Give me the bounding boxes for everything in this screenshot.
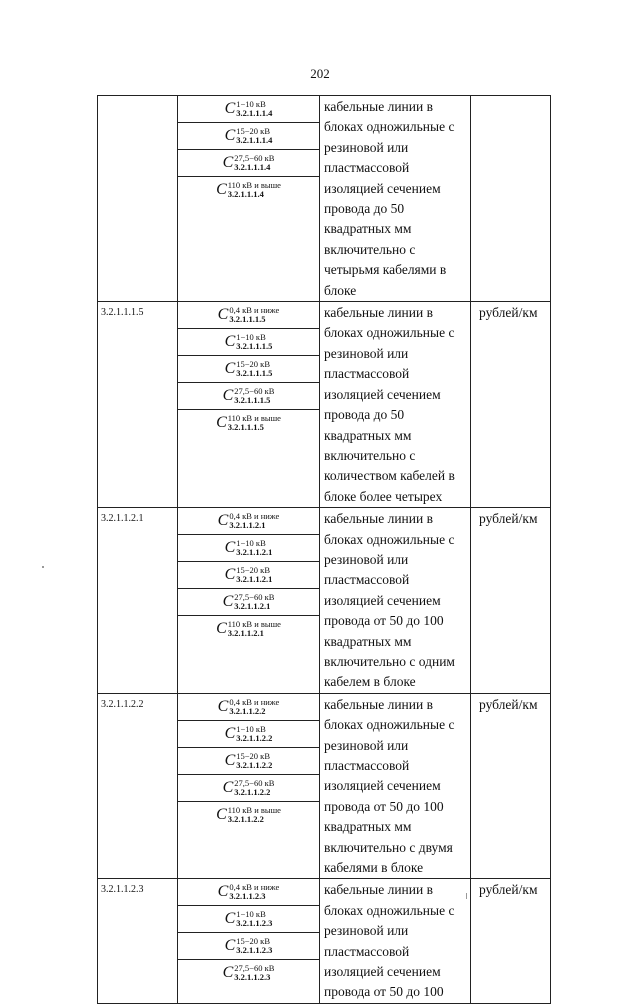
symbol-letter: C [224,566,236,584]
description-line: блоке [324,282,357,298]
symbol-index: 3.2.1.1.2.1 [236,574,273,585]
description-line: квадратных мм [324,221,412,237]
rate-symbol [178,775,319,802]
description-line: кабельные линии в [324,882,433,898]
description-line: блоках одножильные с [324,531,455,547]
table-row [98,96,551,302]
description-line: кабелем в блоке [324,674,416,690]
scan-mark [466,893,467,899]
symbol-letter: C [216,620,227,638]
rate-symbol [178,721,319,748]
symbol-index: 3.2.1.1.2.2 [227,813,264,824]
description-line: четырьмя кабелями в [324,262,447,278]
symbol-letter: C [216,181,227,198]
voltage-class: 27,5−60 кВ [234,153,275,163]
symbol-letter: C [224,910,236,928]
rate-symbol [178,879,319,906]
scan-mark [42,566,44,568]
description-line: изоляцией сечением [324,592,441,608]
description-line: кабельные линии в [324,511,433,527]
rate-symbol [178,508,319,535]
rate-symbol [178,383,319,410]
voltage-class: 15−20 кВ [236,936,270,947]
row-symbols [178,96,320,302]
description-line: пластмассовой [324,758,410,773]
row-description [320,879,471,1003]
rate-symbol [178,748,319,775]
symbol-letter: C [222,964,234,982]
row-unit: рублей/км [471,508,551,694]
table-row [98,693,551,879]
voltage-class: 0,4 кВ и ниже [229,696,280,707]
description-line: блоках одножильные с [324,902,455,918]
description-line: резиновой или [324,551,409,567]
description-line: пластмассовой [324,160,410,176]
rate-symbol [178,906,319,933]
voltage-class: 15−20 кВ [236,750,270,761]
rate-symbol [178,589,319,616]
symbol-index: 3.2.1.1.2.1 [229,520,266,531]
row-unit: рублей/км [471,302,551,508]
voltage-class: 27,5−60 кВ [234,592,275,603]
voltage-class: 1−10 кВ [236,99,266,109]
description-line: пластмассовой [324,366,410,382]
description-line: пластмассовой [324,572,410,588]
symbol-index: 3.2.1.1.2.3 [236,918,273,929]
voltage-class: 1−10 кВ [236,538,266,549]
description-line: кабельные линии в [324,99,433,114]
symbol-letter: C [222,778,234,796]
symbol-letter: C [224,724,236,742]
symbol-index: 3.2.1.1.1.5 [234,395,271,406]
rate-symbol [178,616,319,642]
rate-symbol [178,329,319,356]
voltage-class: 1−10 кВ [236,332,266,343]
voltage-class: 0,4 кВ и ниже [229,882,280,893]
row-description [320,508,471,694]
description-line: кабелями в блоке [324,860,424,876]
description-line: провода до 50 [324,407,405,423]
description-line: кабельные линии в [324,696,433,712]
description-line: пластмассовой [324,943,410,959]
row-code [98,96,178,302]
description-line: включительно с двумя [324,839,453,855]
symbol-letter: C [224,539,236,557]
symbol-letter: C [216,805,227,823]
description-line: провода от 50 до 100 [324,984,444,1000]
symbol-index: 3.2.1.1.2.3 [236,945,273,956]
rate-symbol [178,960,319,986]
description-line: квадратных мм [324,633,412,649]
voltage-class: 27,5−60 кВ [234,777,275,788]
row-unit [471,96,551,302]
voltage-class: 27,5−60 кВ [234,963,275,974]
description-line: включительно с [324,241,416,257]
tariff-table [97,95,551,1004]
row-symbols [178,302,320,508]
symbol-index: 3.2.1.1.2.3 [234,972,271,983]
symbol-letter: C [224,937,236,955]
rate-symbol [178,177,319,203]
row-description [320,96,471,302]
table-row [98,302,551,508]
description-line: провода до 50 [324,201,405,217]
description-line: изоляцией сечением [324,386,441,402]
row-code: 3.2.1.1.2.1 [98,508,178,694]
rate-symbol [178,356,319,383]
voltage-class: 15−20 кВ [236,126,270,136]
symbol-index: 3.2.1.1.1.4 [236,108,273,118]
rate-symbol [178,410,319,436]
symbol-letter: C [217,883,229,901]
symbol-letter: C [222,387,234,405]
description-line: резиновой или [324,737,409,753]
description-line: резиновой или [324,923,409,939]
page-number: 202 [310,66,330,81]
description-line: количеством кабелей в [324,468,455,484]
symbol-index: 3.2.1.1.2.1 [227,628,264,639]
rate-symbol [178,302,319,329]
symbol-index: 3.2.1.1.2.2 [236,759,273,770]
symbol-index: 3.2.1.1.1.4 [234,162,271,172]
symbol-letter: C [222,154,234,171]
symbol-index: 3.2.1.1.1.5 [227,422,264,433]
voltage-class: 15−20 кВ [236,359,270,370]
voltage-class: 110 кВ и выше [227,619,281,630]
symbol-letter: C [217,306,229,324]
description-line: включительно с одним [324,653,455,669]
description-line: кабельные линии в [324,305,433,321]
rate-symbol [178,150,319,177]
description-line: блоке более четырех [324,488,443,504]
symbol-letter: C [224,360,236,378]
rate-symbol [178,562,319,589]
symbol-letter: C [217,697,229,715]
symbol-index: 3.2.1.1.2.3 [229,891,266,902]
row-code: 3.2.1.1.1.5 [98,302,178,508]
row-unit: рублей/км [471,879,551,1003]
voltage-class: 110 кВ и выше [227,413,281,424]
row-description [320,302,471,508]
symbol-index: 3.2.1.1.2.2 [234,786,271,797]
symbol-letter: C [224,333,236,351]
rate-symbol [178,933,319,960]
rate-symbol [178,802,319,828]
description-line: квадратных мм [324,819,412,835]
symbol-letter: C [224,100,236,117]
symbol-index: 3.2.1.1.2.1 [236,547,273,558]
table-body [98,96,551,1004]
symbol-letter: C [224,751,236,769]
symbol-index: 3.2.1.1.1.4 [236,135,273,145]
description-line: провода от 50 до 100 [324,798,444,814]
row-symbols [178,508,320,694]
symbol-index: 3.2.1.1.2.1 [234,601,271,612]
description-line: изоляцией сечением [324,778,441,794]
voltage-class: 0,4 кВ и ниже [229,305,280,316]
description-line: резиновой или [324,345,409,361]
symbol-index: 3.2.1.1.1.5 [236,341,273,352]
description-line: изоляцией сечением [324,964,441,980]
rate-symbol [178,96,319,123]
rate-symbol [178,535,319,562]
row-unit: рублей/км [471,693,551,879]
description-line: резиновой или [324,139,409,155]
symbol-letter: C [222,593,234,611]
description-line: включительно с [324,447,416,463]
row-symbols [178,879,320,1003]
row-symbols [178,693,320,879]
row-code: 3.2.1.1.2.2 [98,693,178,879]
symbol-index: 3.2.1.1.2.2 [229,705,266,716]
rate-symbol [178,694,319,721]
table-row [98,879,551,1003]
voltage-class: 27,5−60 кВ [234,386,275,397]
voltage-class: 1−10 кВ [236,723,266,734]
voltage-class: 110 кВ и выше [227,180,281,190]
voltage-class: 15−20 кВ [236,565,270,576]
symbol-index: 3.2.1.1.1.5 [236,368,273,379]
description-line: блоках одножильные с [324,717,455,733]
symbol-letter: C [224,127,236,144]
row-code: 3.2.1.1.2.3 [98,879,178,1003]
voltage-class: 110 кВ и выше [227,804,281,815]
description-line: блоках одножильные с [324,325,455,341]
voltage-class: 0,4 кВ и ниже [229,511,280,522]
description-line: квадратных мм [324,427,412,443]
symbol-index: 3.2.1.1.1.5 [229,314,266,325]
rate-symbol [178,123,319,150]
description-line: блоках одножильные с [324,119,455,135]
description-line: провода от 50 до 100 [324,613,444,629]
voltage-class: 1−10 кВ [236,909,266,920]
table-row [98,508,551,694]
symbol-letter: C [216,414,227,432]
symbol-index: 3.2.1.1.1.4 [227,189,264,199]
description-line: изоляцией сечением [324,180,441,196]
symbol-letter: C [217,512,229,530]
symbol-index: 3.2.1.1.2.2 [236,732,273,743]
row-description [320,693,471,879]
